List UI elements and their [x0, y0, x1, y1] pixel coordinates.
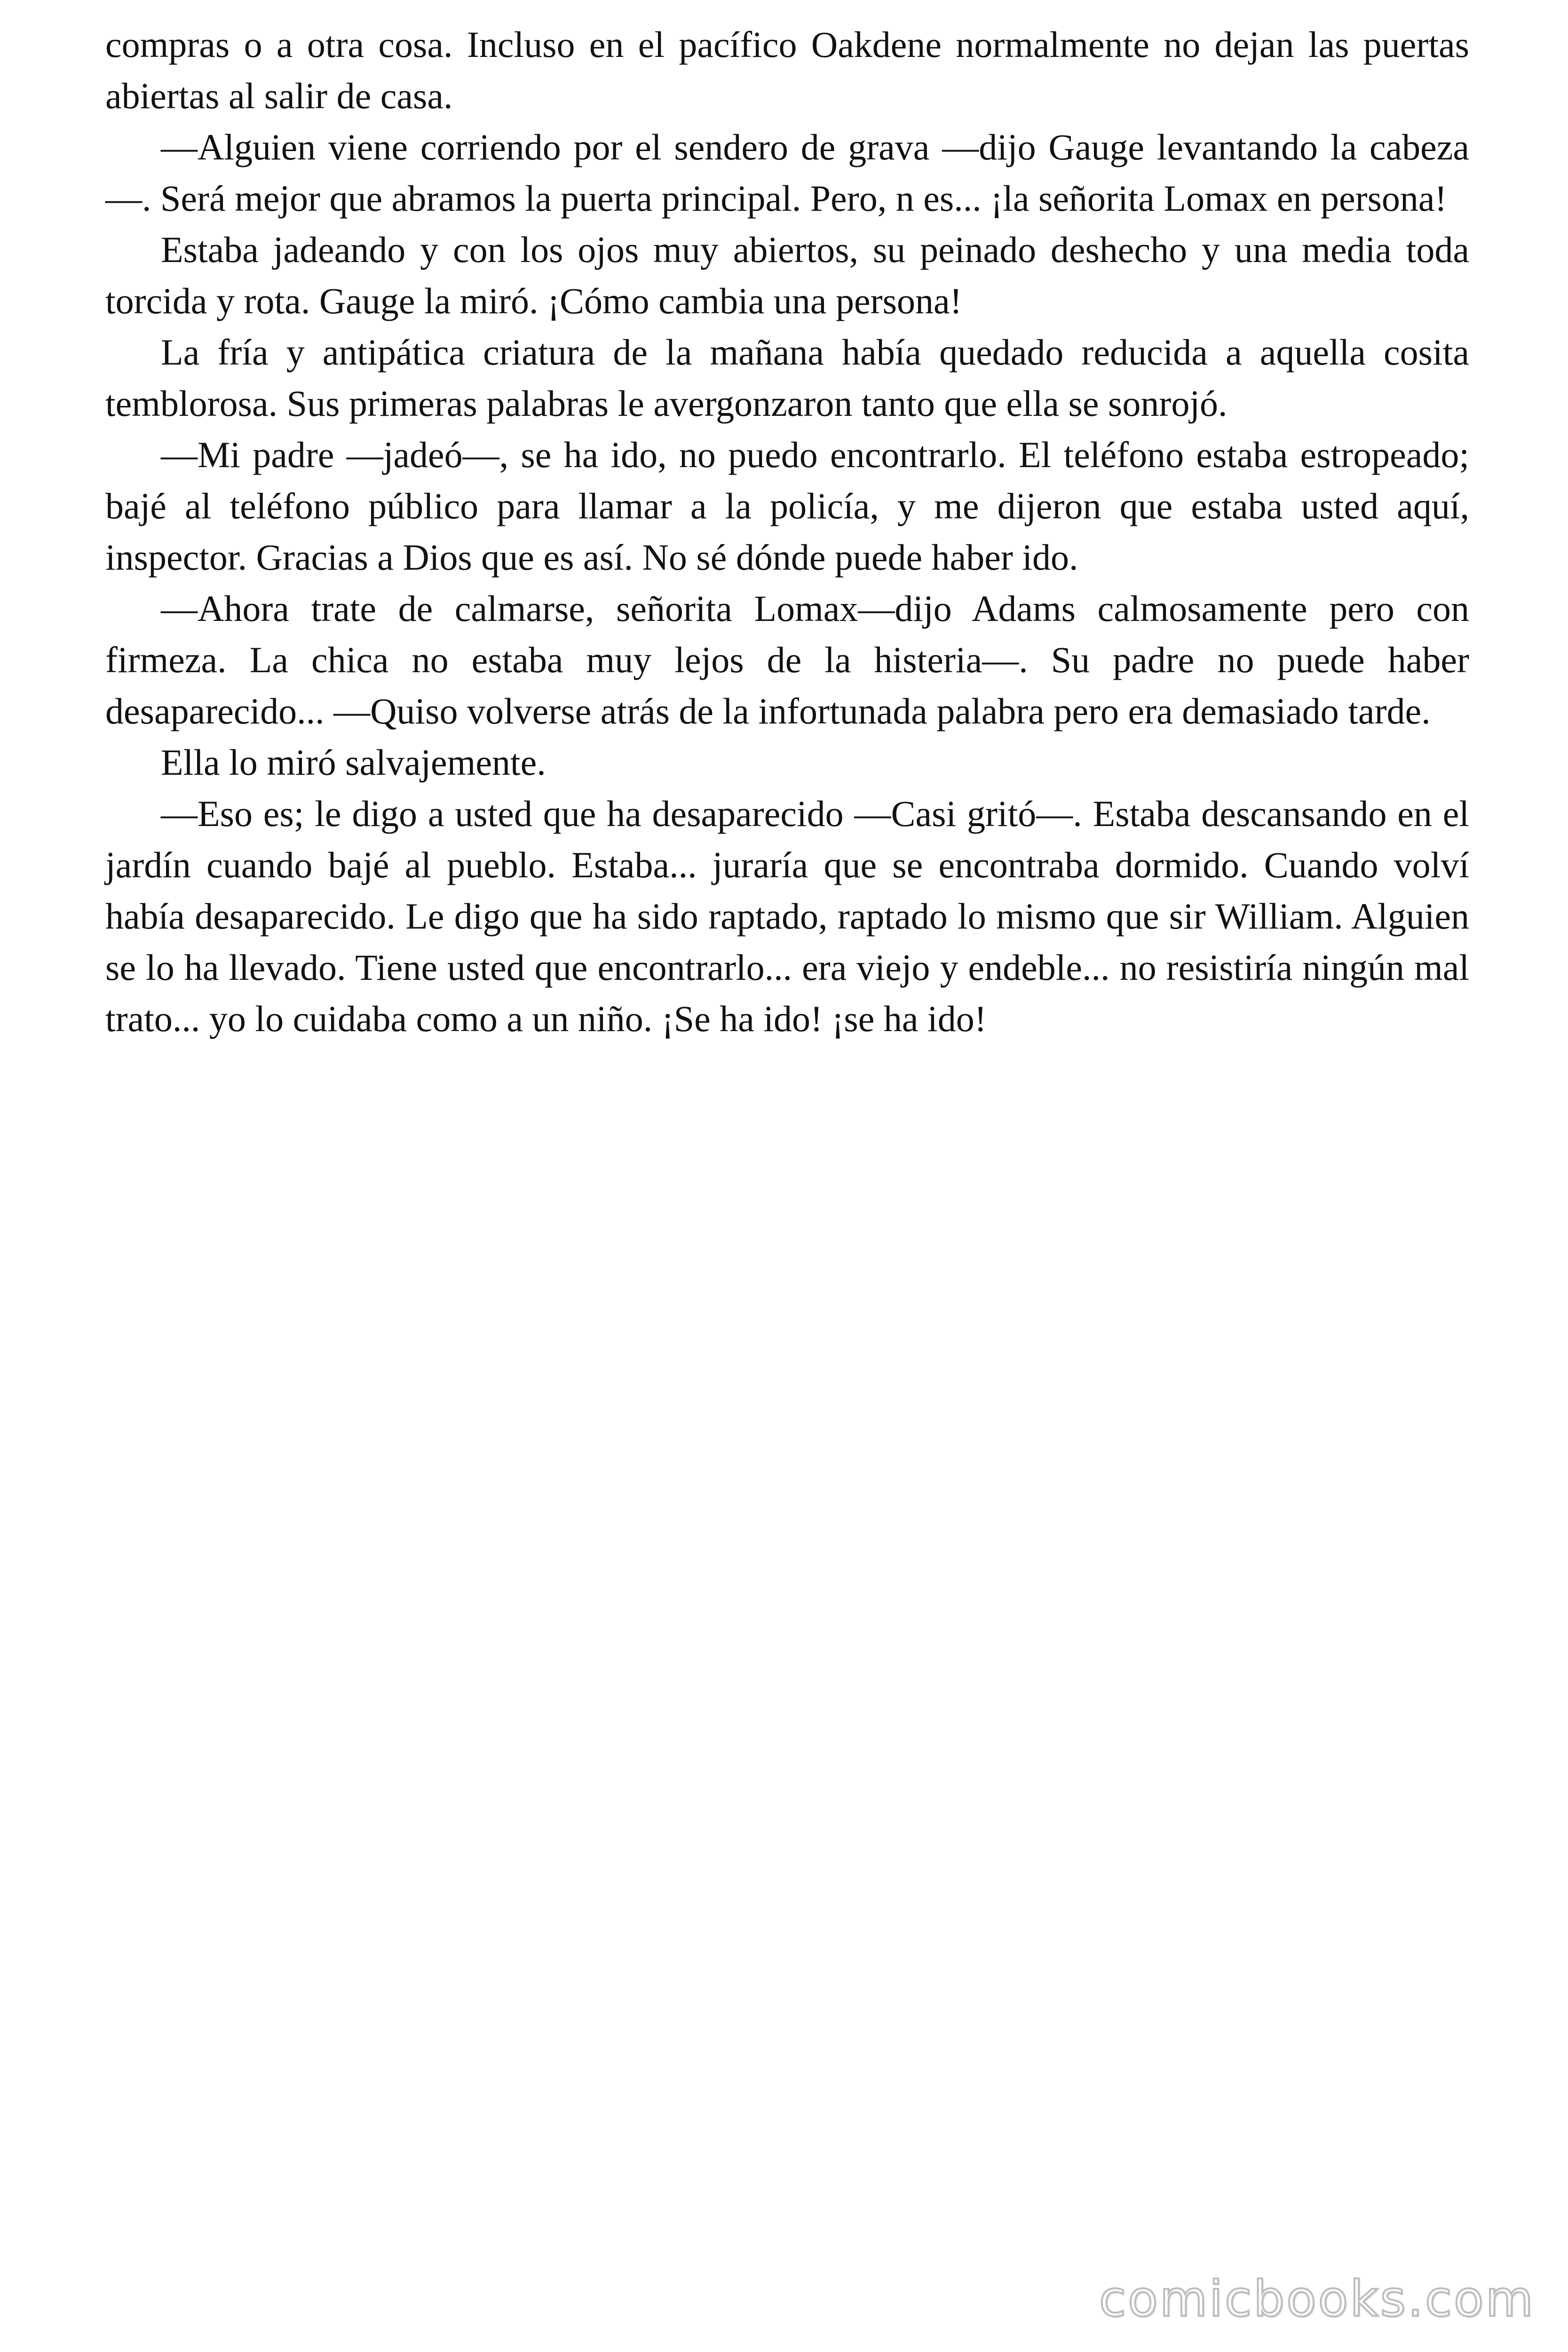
paragraph-5: —Mi padre —jadeó—, se ha ido, no puedo encontrarlo. El teléfono estaba estropeado; bajé al teléfono público para llamar a la policía, y me dijeron que estaba usted aquí, inspector. Gracias a Dios que es así. No sé dónde puede haber ido.	[105, 434, 1469, 578]
paragraph-3: Estaba jadeando y con los ojos muy abiertos, su peinado deshecho y una media toda torcida y rota. Gauge la miró. ¡Cómo cambia una persona!	[105, 229, 1469, 321]
paragraph-7: Ella lo miró salvajemente.	[161, 742, 546, 783]
watermark: comicbooks.com	[1099, 2270, 1535, 2328]
paragraph-4: La fría y antipática criatura de la mañana había quedado reducida a aquella cosita temblorosa. Sus primeras palabras le avergonzaron tanto que ella se sonrojó.	[105, 332, 1469, 424]
paragraph-8: —Eso es; le digo a usted que ha desaparecido —Casi gritó—. Estaba descansando en el jardín cuando bajé al pueblo. Estaba... juraría que se encontraba dormido. Cuando volví había desaparecido. Le digo que ha sido raptado, raptado lo mismo que sir William. Alguien se lo ha llevado. Tiene usted que encontrarlo... era viejo y endeble... no resistiría ningún mal trato... yo lo cuidaba como a un niño. ¡Se ha ido! ¡se ha ido!	[105, 793, 1469, 1039]
document-page	[105, 19, 1469, 1044]
paragraph-6: —Ahora trate de calmarse, señorita Lomax—dijo Adams calmosamente pero con firmeza. La chica no estaba muy lejos de la histeria—. Su padre no puede haber desaparecido... —Quiso volverse atrás de la infortunada palabra pero era demasiado tarde.	[105, 588, 1469, 731]
paragraph-2: —Alguien viene corriendo por el sendero de grava —dijo Gauge levantando la cabeza—. Será mejor que abramos la puerta principal. Pero, n es... ¡la señorita Lomax en persona!	[105, 127, 1469, 219]
paragraph-1: compras o a otra cosa. Incluso en el pacífico Oakdene normalmente no dejan las puertas abiertas al salir de casa.	[105, 24, 1469, 116]
